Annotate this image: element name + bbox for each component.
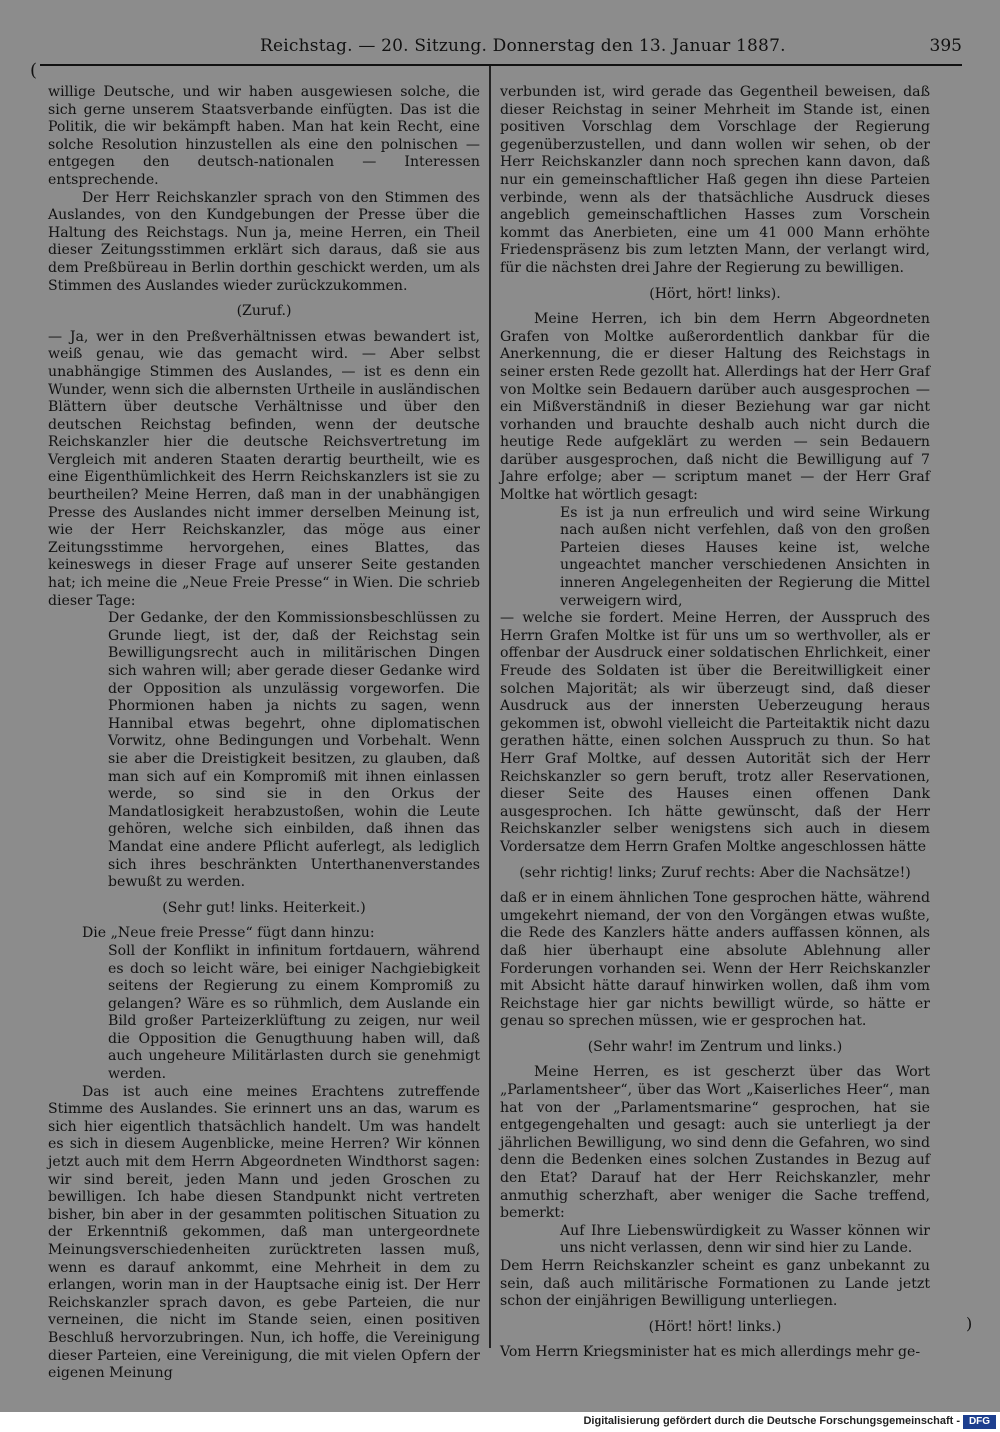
page-header-title: Reichstag. — 20. Sitzung. Donnerstag den 13. Januar 1887. [260, 36, 786, 56]
footer-bar [0, 1412, 1000, 1432]
paragraph: Vom Herrn Kriegsminister hat es mich allerdings mehr ge- [500, 1344, 921, 1361]
interjection: (Zuruf.) [236, 303, 292, 320]
paragraph: Meine Herren, ich bin dem Herrn Abgeordneten Grafen von Moltke außerordentlich dankbar für die Anerkennung, die er dieser Haltung des Reichstags in seiner ersten Rede gezollt hat. Allerdings hat der Herr Graf von Moltke sein Bedauern darüber auch ausgesprochen — ein Mißverständniß in dieser Beziehung war gar nicht vorhanden und brauchte deshalb auch nicht durch die heutige Rede aufgeklärt zu werden — sein Bedauern darüber ausgesprochen, daß nicht die Bewilligung auf 7 Jahre erfolge; aber — scriptum manet — der Herr Graf Moltke hat wörtlich gesagt: [500, 311, 930, 504]
left-margin-mark: ( [30, 60, 38, 81]
paragraph: Der Herr Reichskanzler sprach von den Stimmen des Auslandes, von den Kundgebungen der Presse über die Haltung des Reichstags. Nun ja, meine Herren, ein Theil dieser Zeitungsstimmen erklärt sich daraus, daß sie aus dem Preßbüreau in Berlin dorthin geschickt werden, um als Stimmen des Auslandes wieder zurückzukommen. [48, 189, 480, 294]
interjection: (Hört, hört! links). [649, 285, 781, 302]
quotation: Der Gedanke, der den Kommissionsbeschlüssen zu Grunde liegt, ist der, daß der Reichstag sein Bewilligungsrecht auch in militärischen Dingen sich wahren will; aber gerade dieser Gedanke wird der Opposition als unzulässig vorgeworfen. Die Phormionen haben ja nichts zu sagen, wenn Hannibal etwas begehrt, ohne diplomatischen Vorwitz, ohne Bedingungen und Vorbehalt. Wenn sie aber die Dreistigkeit besitzen, zu glauben, daß man sich auf ein Kompromiß mit ihnen einlassen werde, so sind sie in den Orkus der Mandatlosigkeit herabzustoßen, wohin die Leute gehören, welche sich einbilden, daß ihnen das Mandat eine andere Pflicht auferlegt, als lediglich sich ihres beschränkten Unterthanenverstandes bewußt zu werden. [108, 610, 480, 891]
right-margin-mark: ) [966, 1314, 973, 1333]
column-divider [489, 66, 491, 1348]
quotation: Soll der Konflikt in infinitum fortdauern, während es doch so leicht wäre, bei einiger Nachgiebigkeit seitens der Regierung zu einem Kompromiß zu gelangen? Wäre es so rühmlich, dem Auslande ein Bild großer Parteizerklüftung zu zeigen, nur weil die Opposition die Genugthuung haben will, daß auch ungeheure Militärlasten durch sie genehmigt werden. [108, 942, 480, 1083]
right-column [500, 84, 930, 1361]
footer-credit: Digitalisierung gefördert durch die Deutsche Forschungsgemeinschaft - [583, 1415, 960, 1427]
interjection: (Sehr wahr! im Zentrum und links.) [587, 1038, 843, 1055]
interjection: (sehr richtig! links; Zuruf rechts: Aber die Nachsätze!) [519, 864, 911, 881]
paragraph: Meine Herren, es ist gescherzt über das Wort „Parlamentsheer“, über das Wort „Kaiserliches Heer“, man hat von der „Parlamentsmarine“ gesprochen, hat sie entgegengehalten und gesagt: auch sie unterliegt ja der jährlichen Bewilligung, wo sind denn die Gefahren, wo sind denn die Bedenken eines solchen Zustandes in Bezug auf den Etat? Darauf hat der Herr Reichskanzler, mehr anmuthig scherzhaft, aber weniger die Sache treffend, bemerkt: [500, 1064, 930, 1222]
quotation: Auf Ihre Liebenswürdigkeit zu Wasser können wir uns nicht verlassen, denn wir sind hier zu Lande. [560, 1222, 930, 1257]
paragraph: verbunden ist, wird gerade das Gegentheil beweisen, daß dieser Reichstag in seiner Mehrheit im Stande ist, einen positiven Vorschlag dem Vorschlage der Regierung gegenüberzustellen, und dann wollen wir sehen, ob der Herr Reichskanzler dann noch sprechen kann davon, daß nur ein gemeinschaftlicher Haß gegen ihn diese Parteien verbinde, wenn als der thatsächliche Ausdruck dieses angeblich gemeinschaftlichen Hasses zum Vorschein kommt das Anerbieten, eine um 41 000 Mann erhöhte Friedenspräsenz bis zum letzten Mann, der verlangt wird, für die nächsten drei Jahre der Regierung zu bewilligen. [500, 84, 930, 276]
interjection: (Sehr gut! links. Heiterkeit.) [162, 899, 366, 916]
paragraph: daß er in einem ähnlichen Tone gesprochen hätte, während umgekehrt niemand, der von den Vorgängen etwas wußte, die Rede des Kanzlers hätte anders auffassen können, als daß hier überhaupt eine absolute Ablehnung aller Forderungen vorhanden sei. Wenn der Herr Reichskanzler mit Absicht hätte darauf hinwirken wollen, daß ihm vom Reichstage hier gar nichts bewilligt würde, so hätte er genau so sprechen müssen, wie er gesprochen hat. [500, 890, 930, 1030]
paragraph: — Ja, wer in den Preßverhältnissen etwas bewandert ist, weiß genau, wie das gemacht wird. — Aber selbst unabhängige Stimmen des Auslandes, — ist es denn ein Wunder, wenn sich die albernsten Urtheile in ausländischen Blättern über deutsche Verhältnisse und über den deutschen Reichstag befinden, wenn der deutsche Reichskanzler hier die deutsche Reichsvertretung im Vergleich mit anderen Staaten derartig beurtheilt, wie es eine Eigenthümlichkeit des Herrn Reichskanzlers ist sie zu beurtheilen? Meine Herren, daß man in der unabhängigen Presse des Auslandes nicht immer derselben Meinung ist, wie der Herr Reichskanzler, das möge aus einer Zeitungsstimme hervorgehen, eines Blattes, das keineswegs in dieser Frage auf unserer Seite gestanden hat; ich meine die „Neue Freie Presse“ in Wien. Die schrieb dieser Tage: [48, 328, 480, 609]
paragraph: willige Deutsche, und wir haben ausgewiesen solche, die sich gerne unserem Staatsverbande einfügten. Das ist die Politik, die wir bekämpft haben. Man hat kein Recht, eine solche Resolution hinzustellen als eine den polnischen — entgegen den deutsch-nationalen — Interessen entsprechende. [48, 84, 480, 188]
dfg-logo: DFG [963, 1415, 996, 1429]
interjection: (Hört! hört! links.) [648, 1318, 782, 1335]
quotation: Es ist ja nun erfreulich und wird seine Wirkung nach außen nicht verfehlen, daß von den großen Parteien dieses Hauses keine ist, welche ungeachtet mancher verschiedenen Ansichten in inneren Angelegenheiten der Regierung die Mittel verweigern wird, [560, 504, 930, 609]
page-number: 395 [929, 36, 962, 56]
page-header [40, 34, 962, 66]
paragraph: Die „Neue freie Presse“ fügt dann hinzu: [82, 925, 375, 942]
paragraph: — welche sie fordert. Meine Herren, der Ausspruch des Herrn Grafen Moltke ist für uns um so werthvoller, als er offenbar der Ausdruck einer soldatischen Ehrlichkeit, einer Freude des Soldaten ist über die Bereitwilligkeit einer solchen Majorität; als wir überzeugt sind, daß dieser Ausdruck aus der innersten Ueberzeugung heraus gekommen ist, obwohl vielleicht die Parteitaktik nicht dazu gerathen hätte, einen solchen Ausspruch zu thun. So hat Herr Graf Moltke, auf dessen Autorität sich der Herr Reichskanzler so gern beruft, trotz aller Reservationen, dieser Seite des Hauses einen offenen Dank ausgesprochen. Ich hätte gewünscht, daß der Herr Reichskanzler selber wenigstens sich auch in diesem Vordersatze dem Herrn Grafen Moltke angeschlossen hätte [500, 610, 930, 855]
paragraph: Das ist auch eine meines Erachtens zutreffende Stimme des Auslandes. Sie erinnert uns an das, warum es sich hier eigentlich thatsächlich handelt. Um was handelt es sich in diesem Augenblicke, meine Herren? Wir können jetzt auch mit dem Herrn Abgeordneten Windthorst sagen: wir sind bereit, jeden Mann und jeden Groschen zu bewilligen. Ich habe diesen Standpunkt nicht vertreten bisher, bin aber in der gesammten politischen Situation zu der Erkenntniß gekommen, daß man untergeordnete Meinungsverschiedenheiten zurücktreten lassen muß, wenn es darauf ankommt, eine Mehrheit in dem zu erlangen, worin man in der Hauptsache einig ist. Der Herr Reichskanzler sprach davon, es gebe Parteien, die nur verneinen, die nicht im Stande seien, einen positiven Beschluß hervorzubringen. Nun, ich hoffe, die Vereinigung dieser Parteien, eine Vereinigung, die mit vielen Opfern der eigenen Meinung [48, 1083, 480, 1382]
left-column [48, 84, 480, 1382]
paragraph: Dem Herrn Reichskanzler scheint es ganz unbekannt zu sein, daß auch militärische Formationen zu Lande jetzt schon der einjährigen Bewilligung unterliegen. [500, 1258, 930, 1310]
